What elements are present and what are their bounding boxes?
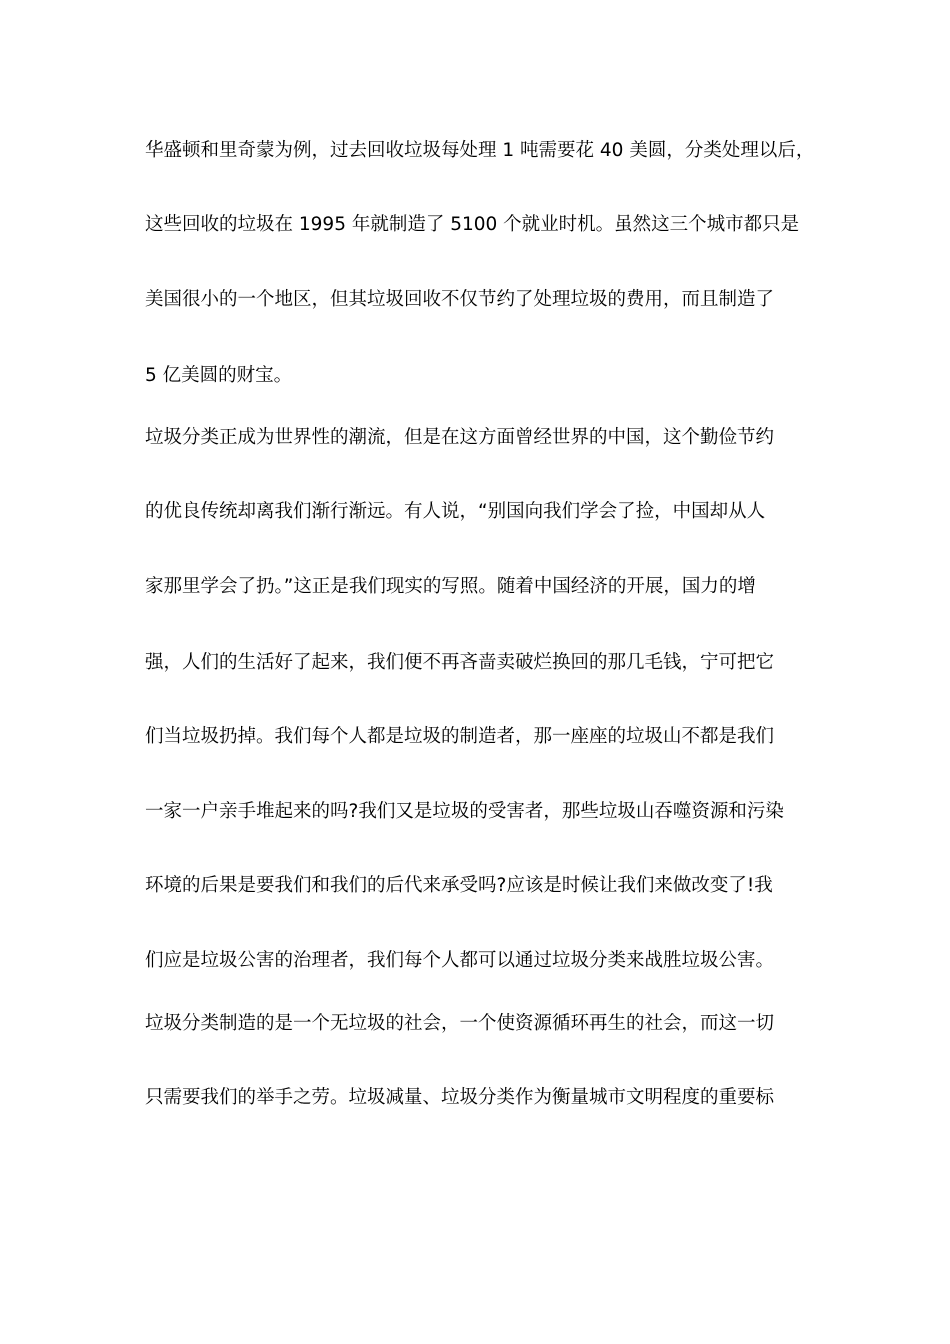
text-line: 的优良传统却离我们渐行渐远。有人说，“别国向我们学会了捡，中国却从人 [145,501,766,522]
text-line: 强，人们的生活好了起来，我们便不再吝啬卖破烂换回的那几毛钱，宁可把它 [145,652,775,673]
text-line: 们当垃圾扔掉。我们每个人都是垃圾的制造者，那一座座的垃圾山不都是我们 [145,726,775,747]
text-line: 一家一户亲手堆起来的吗?我们又是垃圾的受害者，那些垃圾山吞噬资源和污染 [145,801,784,822]
text-line: 这些回收的垃圾在 1995 年就制造了 5100 个就业时机。虽然这三个城市都只是 [145,214,800,235]
text-line: 家那里学会了扔。”这正是我们现实的写照。随着中国经济的开展，国力的增 [145,576,756,597]
text-line: 们应是垃圾公害的治理者，我们每个人都可以通过垃圾分类来战胜垃圾公害。 [145,950,775,971]
text-line: 只需要我们的举手之劳。垃圾减量、垃圾分类作为衡量城市文明程度的重要标 [145,1087,775,1108]
text-line: 环境的后果是要我们和我们的后代来承受吗?应该是时候让我们来做改变了!我 [145,875,773,896]
text-line: 5 亿美圆的财宝。 [145,365,293,386]
text-line: 垃圾分类制造的是一个无垃圾的社会，一个使资源循环再生的社会，而这一切 [145,1013,775,1034]
text-line: 垃圾分类正成为世界性的潮流，但是在这方面曾经世界的中国，这个勤俭节约 [145,427,775,448]
text-line: 美国很小的一个地区，但其垃圾回收不仅节约了处理垃圾的费用，而且制造了 [145,289,775,310]
text-line: 华盛顿和里奇蒙为例，过去回收垃圾每处理 1 吨需要花 40 美圆，分类处理以后， [145,140,815,161]
